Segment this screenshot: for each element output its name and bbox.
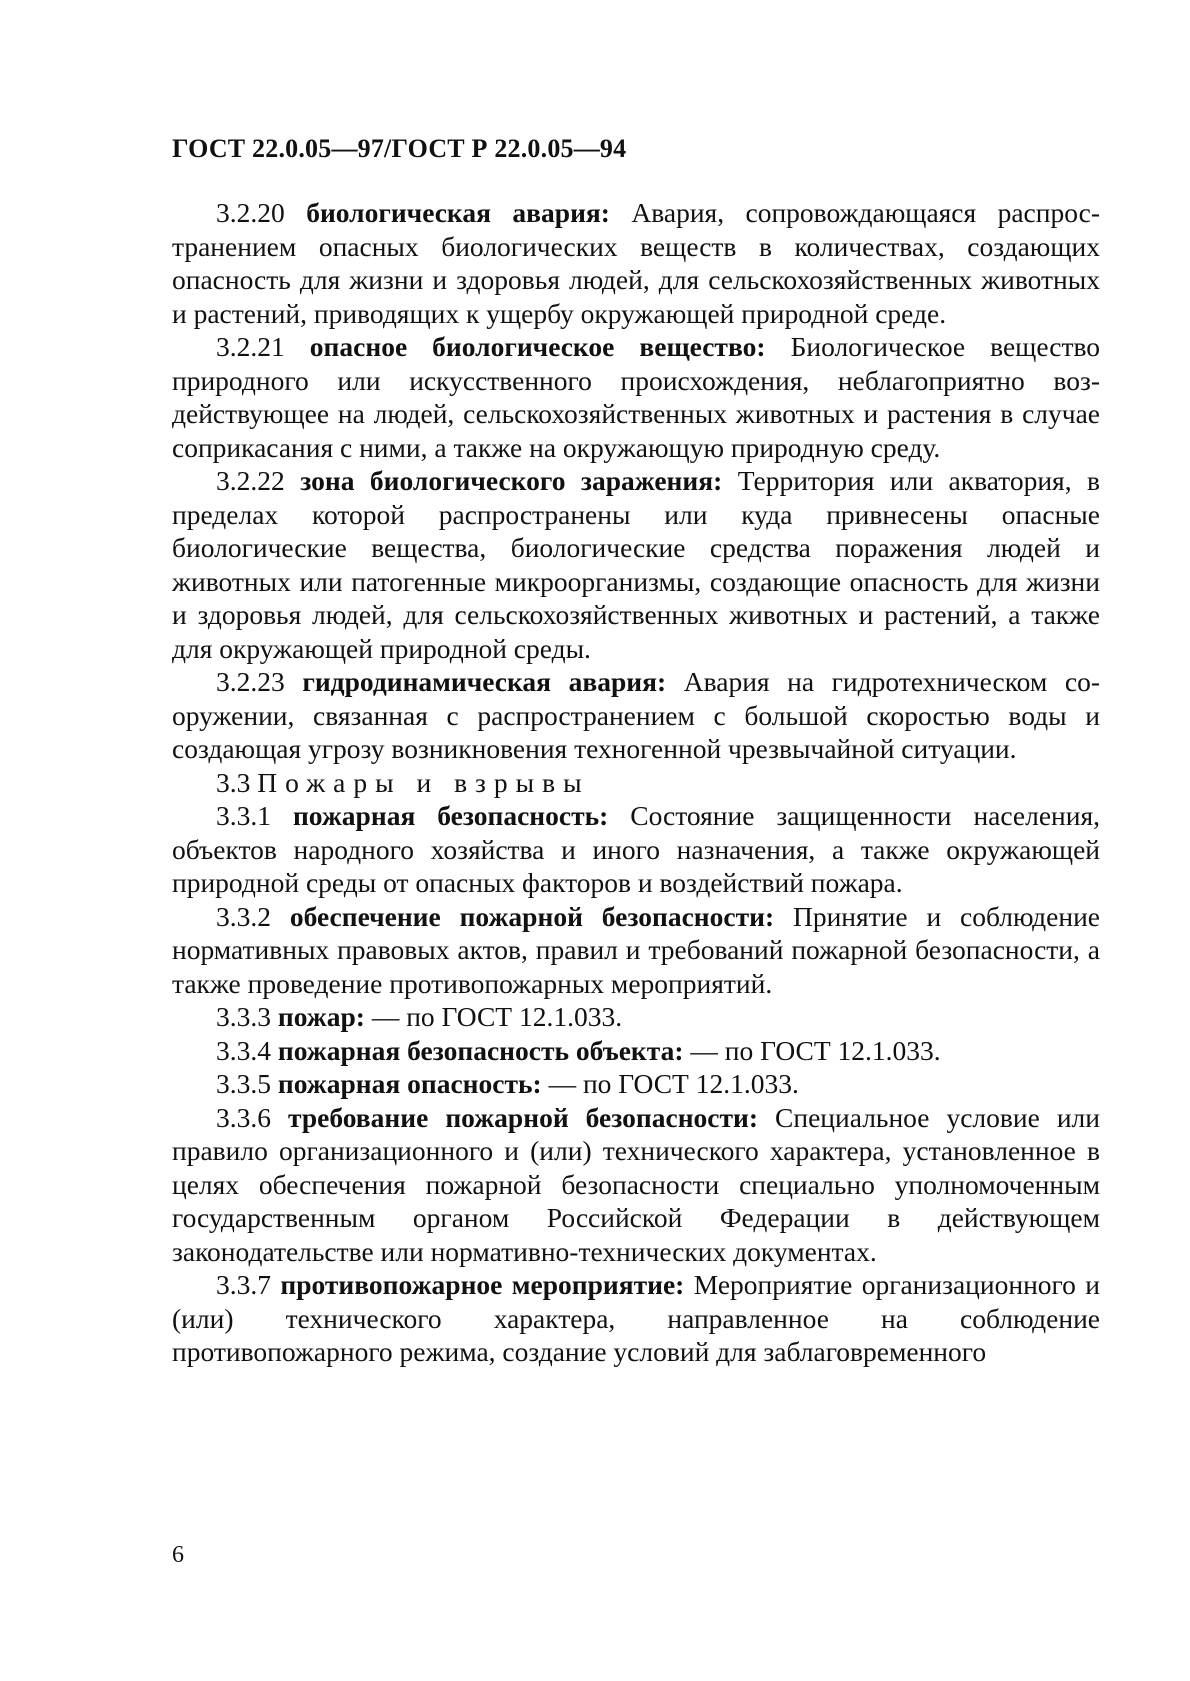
term-entry-3-3-4 xyxy=(172,1034,1100,1068)
section-title-text: Пожары и взрывы xyxy=(257,766,590,798)
entry-term: гидродинамическая авария: xyxy=(302,666,667,697)
entry-definition: Биологическое вещество природного или искусственного происхождения, неблагоприятно воздействующее на людей, сельскохозяйственных животных и растения в случае соприкасания с ними, а также на окружающую природную среду. xyxy=(172,331,1101,463)
entry-definition: Авария на гидротехническом сооружении, связанная с распространением с большой скоростью воды и создающая угрозу возникновения техногенной чрезвычайной ситуации. xyxy=(172,666,1101,764)
entry-definition: — по ГОСТ 12.1.033. xyxy=(690,1034,941,1066)
entry-number: 3.3.6 xyxy=(216,1101,271,1133)
entry-number: 3.3.3 xyxy=(216,1001,271,1032)
entry-term: пожарная опасность: xyxy=(277,1068,542,1099)
section-heading xyxy=(172,766,1100,800)
term-entry-3-2-23 xyxy=(172,665,1100,766)
entry-definition: Состояние защищенности населения, объектов народного хозяйства и иного назначения, а также окружающей природной среды от опасных факторов и воздействий пожара. xyxy=(172,800,1101,898)
entry-definition: Принятие и соблюдение нормативных правовых актов, правил и требований пожарной безопасности, а также проведение противопожарных мероприятий. xyxy=(172,900,1100,999)
term-entry-3-2-20 xyxy=(172,196,1100,330)
term-entry-3-3-5 xyxy=(172,1067,1100,1101)
entry-number: 3.3.4 xyxy=(216,1034,271,1066)
page-number: 6 xyxy=(172,1542,184,1568)
entry-number: 3.3.2 xyxy=(216,900,271,932)
entry-definition: Мероприятие организационного и (или) технического характера, направленное на соблюдение противопожарного режима, создание условий для заблаговременного xyxy=(172,1269,1100,1367)
entry-number: 3.2.23 xyxy=(216,666,285,697)
entry-definition: Авария, сопровождающаяся распространением опасных биологических веществ в количествах, создающих опасность для жизни и здоровья людей, для сельскохозяйственных животных и растений, приводящих к ущербу окружающей природной среде. xyxy=(172,197,1101,329)
term-entry-3-3-3 xyxy=(172,1000,1100,1034)
entry-number: 3.2.21 xyxy=(216,331,285,362)
document-header: ГОСТ 22.0.05—97/ГОСТ Р 22.0.05—94 xyxy=(172,134,627,163)
entry-definition: Территория или акватория, в пределах которой распространены или куда привнесены опасные биологические вещества, биологические средства поражения людей и животных или патогенные микроорганизмы, создающие опасность для жизни и здоровья людей, для сельскохозяйственных животных и растений, а также для окружающей природной среды. xyxy=(172,465,1101,664)
entry-term: зона биологического заражения: xyxy=(300,465,723,496)
term-entry-3-3-6 xyxy=(172,1101,1100,1269)
entry-definition: Специальное условие или правило организационного и (или) технического характера, установленное в целях обеспечения пожарной безопасности специально уполномоченным государственным органом Российской Федерации в действующем законодательстве или нормативно-технических документах. xyxy=(172,1101,1100,1267)
term-entry-3-3-2 xyxy=(172,900,1100,1001)
term-entry-3-2-22 xyxy=(172,464,1100,665)
entry-term: обеспечение пожарной безопасности: xyxy=(289,900,775,932)
entry-number: 3.3.1 xyxy=(216,800,271,831)
term-entry-3-2-21 xyxy=(172,330,1100,464)
section-number: 3.3 xyxy=(216,766,251,798)
entry-term: опасное биологическое вещество: xyxy=(309,331,766,362)
entry-definition: — по ГОСТ 12.1.033. xyxy=(548,1068,799,1099)
entry-number: 3.2.20 xyxy=(216,197,285,228)
entry-term: пожарная безопасность объекта: xyxy=(277,1034,684,1066)
entry-number: 3.3.5 xyxy=(216,1068,271,1099)
entry-term: требование пожарной безопасности: xyxy=(288,1101,759,1133)
entry-number: 3.2.22 xyxy=(216,465,285,496)
document-body xyxy=(172,196,1100,1369)
entry-term: пожар: xyxy=(277,1001,365,1032)
entry-definition: — по ГОСТ 12.1.033. xyxy=(371,1001,623,1032)
entry-number: 3.3.7 xyxy=(216,1269,271,1300)
term-entry-3-3-1 xyxy=(172,799,1100,900)
term-entry-3-3-7 xyxy=(172,1268,1100,1369)
entry-term: пожарная безопасность: xyxy=(292,800,609,831)
entry-term: биологическая авария: xyxy=(306,197,610,228)
entry-term: противопожарное мероприятие: xyxy=(280,1269,685,1300)
